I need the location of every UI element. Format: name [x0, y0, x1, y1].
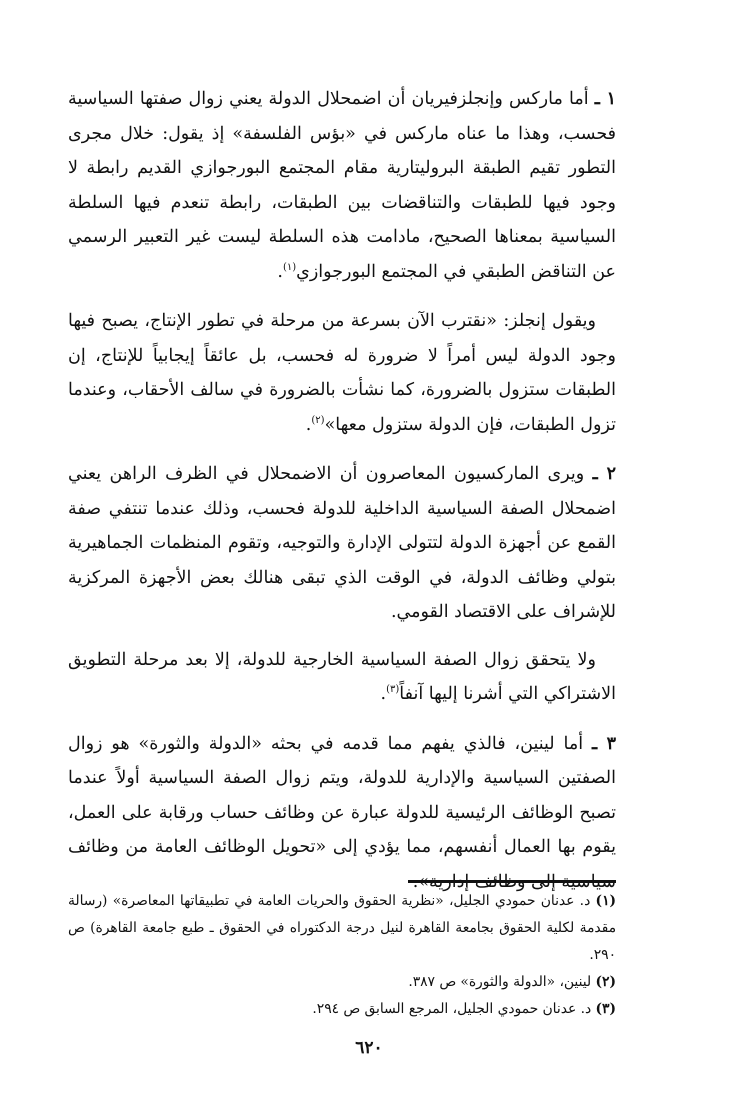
footnote-3 [68, 996, 616, 1023]
paragraph-text: ولا يتحقق زوال الصفة السياسية الخارجية للدولة، إلا بعد مرحلة التطويق الاشتراكي التي أشرنا إليها آنفاً [68, 649, 616, 704]
paragraph-text: ويرى الماركسيون المعاصرون أن الاضمحلال في الظرف الراهن يعني اضمحلال الصفة السياسية الداخلية للدولة فحسب، وذلك عندما تنتفي صفة القمع عن أجهزة الدولة لتتولى الإدارة والتوجيه، وتقوم المنظمات الجماهيرية بتولي وظائف الدولة، في الوقت الذي تبقى هنالك بعض الأجهزة المركزية للإشراف على الاقتصاد القومي. [68, 464, 616, 622]
paragraph-text: أما لينين، فالذي يفهم مما قدمه في بحثه «الدولة والثورة» هو زوال الصفتين السياسية والإدارية للدولة، ويتم زوال الصفة السياسية أولاً عندما تصبح الوظائف الرئيسية للدولة عبارة عن وظائف حساب ورقابة على العمل، يقوم بها العمال أنفسهم، مما يؤدي إلى «تحويل الوظائف العامة من وظائف سياسية إلى وظائف إدارية». [68, 733, 616, 892]
footnote-ref: (٢) [311, 414, 325, 426]
paragraph-4 [68, 643, 616, 712]
page-number: ٦٢٠ [355, 1038, 383, 1058]
footnote-number: (١) [595, 893, 617, 909]
footnote-number: (٢) [595, 974, 616, 990]
paragraph-text: أما ماركس وإنجلزفيريان أن اضمحلال الدولة يعني زوال صفتها السياسية فحسب، وهذا ما عناه ماركس في «بؤس الفلسفة» إذ يقول: خلال مجرى التطور تقيم الطبقة البروليتارية مقام المجتمع البورجوازي القديم رابطة لا وجود فيها للطبقات والتناقضات بين الطبقات، رابطة تنعدم فيها السلطة السياسية بمعناها الصحيح، مادامت هذه السلطة ليست غير التعبير الرسمي عن التناقض الطبقي في المجتمع البورجوازي [68, 89, 616, 282]
footnote-number: (٣) [595, 1001, 616, 1017]
footnote-2 [68, 969, 616, 996]
paragraph-number: ٣ ـ [592, 733, 616, 754]
paragraph-text: ويقول إنجلز: «نقترب الآن بسرعة من مرحلة في تطور الإنتاج، يصبح فيها وجود الدولة ليس أمراً لا ضرورة له فحسب، بل عائقاً إيجابياً للإنتاج، إن الطبقات ستزول بالضرورة، كما نشأت بالضرورة في سالف الأحقاب، وعندما تزول الطبقات، فإن الدولة ستزول معها» [68, 311, 616, 435]
paragraph-3 [68, 457, 616, 630]
footnotes [68, 888, 616, 1023]
paragraph-1 [68, 82, 616, 289]
footnote-text: لينين، «الدولة والثورة» ص ٣٨٧. [408, 974, 592, 990]
paragraph-5 [68, 727, 616, 900]
footnote-ref: (٣) [386, 684, 400, 696]
footnote-1 [68, 888, 616, 969]
paragraph-tail: . [305, 414, 312, 435]
paragraph-number: ١ ـ [594, 89, 616, 109]
paragraph-number: ٢ ـ [592, 464, 616, 484]
paragraph-2 [68, 304, 616, 442]
footnote-text: د. عدنان حمودي الجليل، «نظرية الحقوق والحريات العامة في تطبيقاتها المعاصرة» (رسالة مقدمة لكلية الحقوق بجامعة القاهرة لنيل درجة الدكتوراه في الحقوق ـ طبع جامعة القاهرة) ص ٢٩٠. [68, 893, 616, 963]
footnote-ref: (١) [282, 261, 297, 273]
footnote-divider [408, 880, 616, 883]
footnote-text: د. عدنان حمودي الجليل، المرجع السابق ص ٢٩٤. [312, 1001, 592, 1017]
main-text [68, 82, 616, 899]
paragraph-tail: . [277, 261, 283, 282]
paragraph-tail: . [380, 684, 387, 704]
